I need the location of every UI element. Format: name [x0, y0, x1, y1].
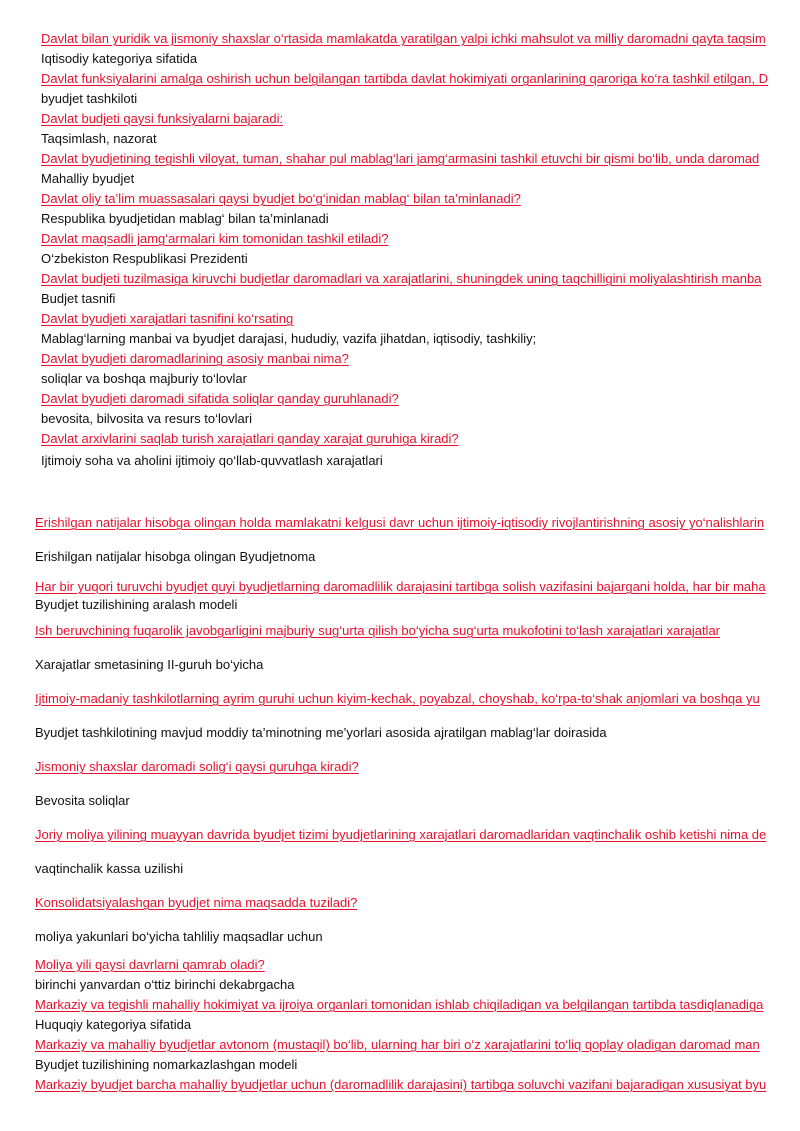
question-text: Davlat oliy ta’lim muassasalari qaysi byudjet bo‘g‘inidan mablag‘ bilan ta’minlanadi?: [41, 191, 521, 206]
answer-text: Bevosita soliqlar: [35, 793, 130, 808]
question-text: Markaziy va tegishli mahalliy hokimiyat va ijroiya organlari tomonidan ishlab chiqiladigan va belgilangan tartibda tasdiqlanadiga: [35, 997, 764, 1012]
answer-text: byudjet tashkiloti: [41, 91, 138, 106]
answer-text: O‘zbekiston Respublikasi Prezidenti: [41, 251, 248, 266]
answer-text: moliya yakunlari bo‘yicha tahliliy maqsadlar uchun: [35, 929, 323, 944]
answer-text: soliqlar va boshqa majburiy to‘lovlar: [41, 371, 247, 386]
answer-text: Mablag‘larning manbai va byudjet darajasi, hududiy, vazifa jihatdan, iqtisodiy, tashkiliy;: [41, 331, 537, 346]
question-text: Davlat funksiyalarini amalga oshirish uchun belgilangan tartibda davlat hokimiyati organlarining qaroriga ko‘ra tashkil etilgan, D: [41, 71, 768, 86]
answer-text: Iqtisodiy kategoriya sifatida: [41, 51, 198, 66]
question-text: Davlat budjeti qaysi funksiyalarni bajaradi:: [41, 111, 284, 126]
answer-text: vaqtinchalik kassa uzilishi: [35, 861, 184, 876]
answer-text: Huquqiy kategoriya sifatida: [35, 1017, 192, 1032]
question-text: Ijtimoiy-madaniy tashkilotlarning ayrim guruhi uchun kiyim-kechak, poyabzal, choyshab, ko‘rpa-to‘shak anjomlari va boshqa yu: [35, 691, 760, 706]
answer-text: bevosita, bilvosita va resurs to‘lovlari: [41, 411, 252, 426]
question-text: Joriy moliya yilining muayyan davrida byudjet tizimi byudjetlarining xarajatlari daromadlaridan vaqtinchalik oshib ketishi nima de: [35, 827, 767, 842]
question-text: Moliya yili qaysi davrlarni qamrab oladi?: [35, 957, 265, 972]
answer-text: Budjet tasnifi: [41, 291, 116, 306]
question-text: Har bir yuqori turuvchi byudjet quyi byudjetlarning daromadlilik darajasini tartibga solish vazifasini bajargani holda, har bir maha: [35, 579, 766, 594]
question-text: Davlat byudjetining tegishli viloyat, tuman, shahar pul mablag‘lari jamg‘armasini tashkil etuvchi bir qismi bo‘lib, unda daromad: [41, 151, 760, 166]
answer-text: Mahalliy byudjet: [41, 171, 135, 186]
answer-text: birinchi yanvardan o‘ttiz birinchi dekabrgacha: [35, 977, 295, 992]
question-text: Markaziy va mahalliy byudjetlar avtonom (mustaqil) bo‘lib, ularning har biri o‘z xarajatlarini to‘liq qoplay oladigan daromad man: [35, 1037, 760, 1052]
question-text: Erishilgan natijalar hisobga olingan holda mamlakatni kelgusi davr uchun ijtimoiy-iqtisodiy rivojlantirishning asosiy yo‘nalishlarin: [35, 515, 765, 530]
question-text: Davlat byudjeti xarajatlari tasnifini ko‘rsating: [41, 311, 294, 326]
question-text: Davlat byudjeti daromadi sifatida soliqlar qanday guruhlanadi?: [41, 391, 399, 406]
answer-text: Taqsimlash, nazorat: [41, 131, 157, 146]
answer-text: Byudjet tashkilotining mavjud moddiy ta’minotning me’yorlari asosida ajratilgan mablag‘lar doirasida: [35, 725, 607, 740]
question-text: Davlat maqsadli jamg‘armalari kim tomonidan tashkil etiladi?: [41, 231, 389, 246]
answer-text: Erishilgan natijalar hisobga olingan Byudjetnoma: [35, 549, 316, 564]
question-text: Davlat budjeti tuzilmasiga kiruvchi budjetlar daromadlari va xarajatlarini, shuningdek uning taqchilligini moliyalashtirish manba: [41, 271, 762, 286]
answer-text: Byudjet tuzilishining aralash modeli: [35, 597, 238, 612]
question-text: Davlat bilan yuridik va jismoniy shaxslar o‘rtasida mamlakatda yaratilgan yalpi ichki mahsulot va milliy daromadni qayta taqsim: [41, 31, 766, 46]
question-text: Davlat arxivlarini saqlab turish xarajatlari qanday xarajat guruhiga kiradi?: [41, 431, 459, 446]
question-text: Jismoniy shaxslar daromadi solig‘i qaysi guruhga kiradi?: [35, 759, 359, 774]
question-text: Markaziy byudjet barcha mahalliy byudjetlar uchun (daromadlilik darajasini) tartibga soluvchi vazifani bajaradigan xususiyat byu: [35, 1077, 767, 1092]
answer-text: Ijtimoiy soha va aholini ijtimoiy qo‘llab-quvvatlash xarajatlari: [41, 453, 383, 468]
answer-text: Xarajatlar smetasining II-guruh bo‘yicha: [35, 657, 264, 672]
answer-text: Byudjet tuzilishining nomarkazlashgan modeli: [35, 1057, 298, 1072]
question-text: Ish beruvchining fuqarolik javobgarligini majburiy sug‘urta qilish bo‘yicha sug‘urta mukofotini to‘lash xarajatlari xarajatlar: [35, 623, 721, 638]
question-text: Konsolidatsiyalashgan byudjet nima maqsadda tuziladi?: [35, 895, 358, 910]
answer-text: Respublika byudjetidan mablag‘ bilan ta’minlanadi: [41, 211, 329, 226]
question-text: Davlat byudjeti daromadlarining asosiy manbai nima?: [41, 351, 349, 366]
